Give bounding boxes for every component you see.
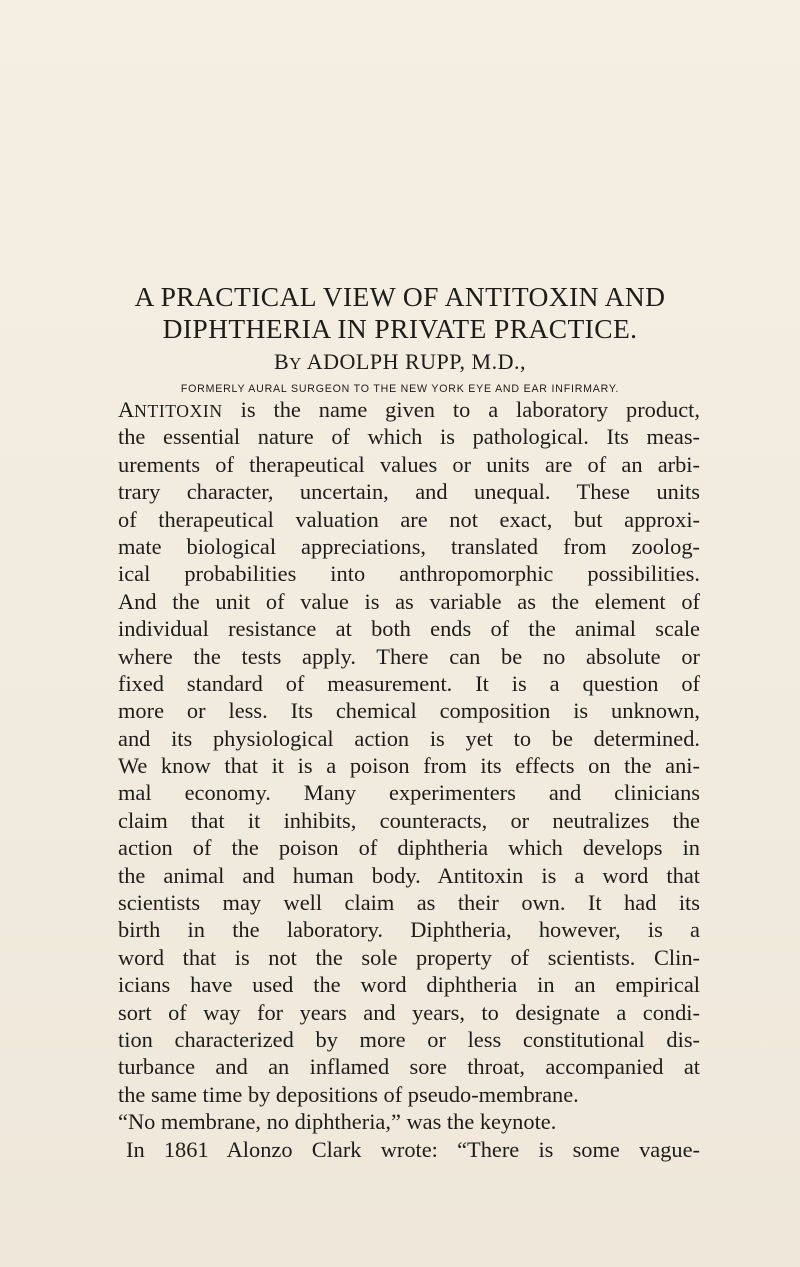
text-line: “No membrane, no diphtheria,” was the keynote. (118, 1109, 557, 1135)
article-title (60, 281, 740, 345)
text-line: birth in the laboratory. Diphtheria, however, is a (118, 917, 700, 943)
text-line: fixed standard of measurement. It is a question of (118, 670, 700, 696)
text-line: urements of therapeutical values or units are of an arbi- (118, 451, 700, 477)
text-line: more or less. Its chemical composition is unknown, (118, 698, 700, 724)
author-name: ADOLPH RUPP, M.D., (306, 349, 527, 374)
author-affiliation: FORMERLY AURAL SURGEON TO THE NEW YORK EYE AND EAR INFIRMARY. (180, 383, 620, 395)
byline-prefix-initial: B (273, 349, 290, 374)
text-line: mate biological appreciations, translated from zoolog- (118, 533, 700, 559)
text-line: turbance and an inflamed sore throat, accompanied at (118, 1054, 700, 1080)
line-01-rest: is the name given to a laboratory product, (222, 397, 700, 422)
opening-word-rest: NTITOXIN (134, 401, 223, 421)
text-line: and its physiological action is yet to be determined. (118, 725, 700, 751)
body-paragraph (118, 396, 700, 1163)
title-line-1: A PRACTICAL VIEW OF ANTITOXIN AND (134, 281, 666, 312)
byline-prefix-rest: Y (289, 354, 302, 373)
text-line: the animal and human body. Antitoxin is a word that (118, 862, 700, 888)
text-line: icians have used the word diphtheria in an empirical (118, 972, 700, 998)
text-line (118, 396, 700, 423)
text-line: word that is not the sole property of scientists. Clin- (118, 944, 700, 970)
text-line: the same time by depositions of pseudo-membrane. (118, 1081, 579, 1107)
text-line: individual resistance at both ends of the animal scale (118, 616, 700, 642)
text-line: of therapeutical valuation are not exact, but approxi- (118, 506, 700, 532)
opening-word-initial: A (118, 397, 135, 422)
text-line: ical probabilities into anthropomorphic possibilities. (118, 561, 700, 587)
text-line: the essential nature of which is pathological. Its meas- (118, 424, 700, 450)
text-line: claim that it inhibits, counteracts, or neutralizes the (118, 807, 700, 833)
text-line: sort of way for years and years, to designate a condi- (118, 999, 700, 1025)
text-line: And the unit of value is as variable as the element of (118, 588, 700, 614)
byline (60, 349, 740, 377)
title-line-2: DIPHTHERIA IN PRIVATE PRACTICE. (162, 313, 638, 344)
text-line: tion characterized by more or less constitutional dis- (118, 1026, 700, 1052)
text-line: We know that it is a poison from its effects on the ani- (118, 753, 700, 779)
text-line: mal economy. Many experimenters and clinicians (118, 780, 700, 806)
text-line: trary character, uncertain, and unequal. These units (118, 479, 700, 505)
text-line: scientists may well claim as their own. It had its (118, 890, 700, 916)
text-line: where the tests apply. There can be no absolute or (118, 643, 700, 669)
text-line: action of the poison of diphtheria which develops in (118, 835, 700, 861)
text-line: In 1861 Alonzo Clark wrote: “There is some vague- (126, 1136, 700, 1162)
